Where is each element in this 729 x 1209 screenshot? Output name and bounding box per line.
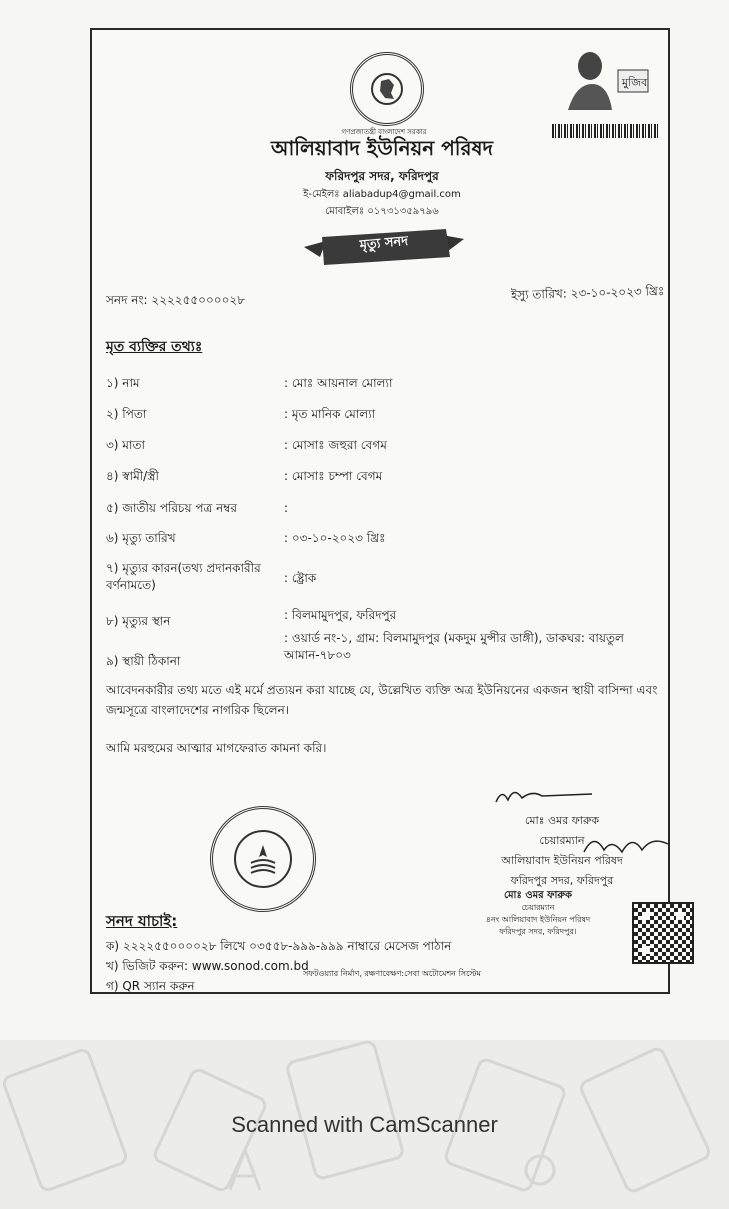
field-label: ১) নাম [106,376,140,390]
field-label: ৮) মৃত্যুর স্থান [106,614,171,628]
signatory-location: ফরিদপুর সদর, ফরিদপুর [510,874,614,887]
certificate-title: মৃত্যু সনদ [359,233,409,254]
field-label: ৭) মৃত্যুর কারন(তথ্য প্রদানকারীর বর্ণনামতে) [106,561,261,592]
death-certificate [90,28,670,994]
svg-text:মুজিব: মুজিব [622,76,648,89]
field-value: : মোঃ আয়নাল মোল্যা [284,376,393,390]
field-value: : ০৩-১০-২০২৩ খ্রিঃ [284,531,386,545]
barcode-icon [552,124,658,138]
stamp-union: ৪নং আলিয়াবাদ ইউনিয়ন পরিষদ [485,915,591,924]
field-value: : [284,501,289,515]
section-title: মৃত ব্যক্তির তথ্যঃ [106,339,203,355]
upazila: ফরিদপুর সদর, ফরিদপুর [325,169,439,183]
field-value: : মোসাঃ জহুরা বেগম [284,438,387,452]
signature-icon [492,782,602,812]
sanad-number: সনদ নং: ২২২২৫৫০০০০২৮ [106,293,245,307]
stamp-location: ফরিদপুর সদর, ফরিদপুর। [499,927,577,936]
verify-qr: গ) QR স্যান করুন [106,979,195,993]
statement-1: আবেদনকারীর তথ্য মতে এই মর্মে প্রত্যয়ন করা যাচ্ছে যে, উল্লেখিত ব্যক্তি অত্র ইউনিয়নের একজন স্থায়ী বাসিন্দা এবং জন্মসূত্রে বাংলাদেশের নাগরিক ছিলেন। [106,683,658,717]
field-value: : বিলমামুদপুর, ফরিদপুর [284,608,397,622]
field-value: : মৃত মানিক মোল্যা [284,407,376,421]
govt-label: গণপ্রজাতন্ত্রী বাংলাদেশ সরকার [341,128,427,136]
field-value: : ষ্ট্রোক [284,571,317,585]
footer-system: সফটওয়্যার নির্মাণ, রক্ষণাবেক্ষণ:সেবা অটোমেশন সিস্টেম [302,969,481,978]
camscanner-label: Scanned with CamScanner [231,1112,498,1137]
field-label: ৬) মৃত্যু তারিখ [106,531,176,545]
field-label: ২) পিতা [106,407,147,421]
union-seal-icon [210,806,316,912]
mobile: মোবাইলঃ ০১৭৩১৩৫৯৭৯৬ [325,206,439,217]
signatory-name: মোঃ ওমর ফারুক [524,814,600,827]
email: ই-মেইলঃ aliabadup4@gmail.com [303,189,461,200]
stamp-designation: চেয়ারম্যান [521,903,555,912]
signatory-designation: চেয়ারম্যান [539,834,585,847]
issue-date: ইস্যু তারিখ: ২৩-১০-২০২৩ খ্রিঃ [510,283,665,303]
verify-sms: ক) ২২২২৫৫০০০০২৮ লিখে ০৩৫৫৮-৯৯৯-৯৯৯ নাম্বারে মেসেজ পাঠান [106,939,452,953]
union-name: আলিয়াবাদ ইউনিয়ন পরিষদ [270,136,494,160]
field-label: ৫) জাতীয় পরিচয় পত্র নম্বর [106,501,237,515]
field-label: ৪) স্বামী/স্ত্রী [106,469,159,483]
field-value: : মোসাঃ চম্পা বেগম [284,469,383,483]
bangladesh-emblem-icon [350,52,424,126]
portrait-icon [562,44,652,116]
verify-website: খ) ভিজিট করুন: www.sonod.com.bd [106,959,309,973]
stamp-name: মোঃ ওমর ফারুক [503,890,573,901]
signatory-union: আলিয়াবাদ ইউনিয়ন পরিষদ [501,854,623,867]
field-label: ৯) স্থায়ী ঠিকানা [106,654,181,668]
verify-title: সনদ যাচাই: [106,912,178,930]
field-label: ৩) মাতা [106,438,145,452]
qr-code-icon [632,902,694,964]
statement-2: আমি মরহুমের আত্মার মাগফেরাত কামনা করি। [106,741,327,755]
field-value: : ওয়ার্ড নং-১, গ্রাম: বিলমামুদপুর (মকদুম মুন্সীর ডাঙ্গী), ডাকঘর: বায়তুল আমান-৭৮০৩ [284,631,624,662]
